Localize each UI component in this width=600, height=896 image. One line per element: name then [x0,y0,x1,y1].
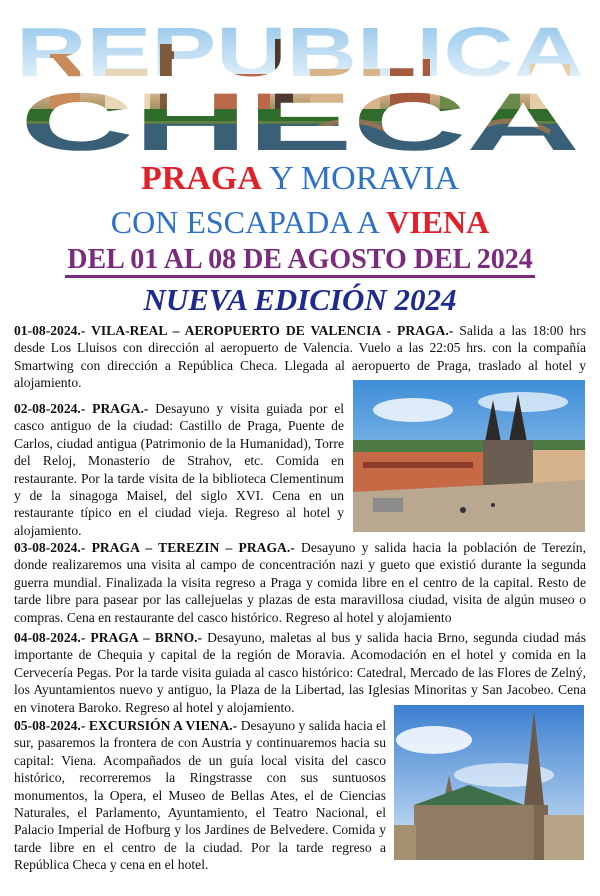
day-2-heading: 02-08-2024.- PRAGA.- [14,401,149,416]
day-4-text: Desayuno, maletas al bus y salida hacia Brno, segunda ciudad más importante de Chequia y capital de la región de Moravia. Acomodación en el hotel y comida en la Cervecería Pegas. Por la tarde visita guiada al casco histórico: Catedral, Mercado de las Flores de Zelný, los Ayuntamientos nuevo y antiguo, la Plaza de la Libertad, las Iglesias Minoritas y San Jacobeo. Cena en vinotera Baroko. Regreso al hotel y alojamiento. [14,630,587,715]
day-4-heading: 04-08-2024.- PRAGA – BRNO.- [14,630,203,645]
subtitle-moravia: Y MORAVIA [269,160,459,197]
day-1-heading: 01-08-2024.- VILA-REAL – AEROPUERTO DE VALENCIA - PRAGA.- [14,323,454,338]
trip-dates [0,244,600,276]
day-1-text: Salida a las 18:00 hrs desde Los Lluisos con dirección al aeropuerto de Valencia. Vuelo a las 22:05 hrs. con la compañía Smartwing con dirección a República Checa. Llegada al aeropuerto de Praga, traslado al hotel y alojamiento. [14,323,586,391]
day-2-text: Desayuno y visita guiada por el casco antiguo de la ciudad: Castillo de Praga, Puente de Carlos, ciudad antigua (Patrimonio de la Humanidad), Torre del Reloj, Monasterio de Strahov, etc. Comida en restaurante. Por la tarde visita de la biblioteca Clementinum y de la sinagoga Maisel, del siglo XVI. Cena en un restaurante típico en el ciudad vieja. Regreso al hotel y alojamiento. [14,401,344,538]
subtitle-viena: VIENA [386,204,490,240]
banner-line1: REPUBLICA [16,14,584,91]
day-2-paragraph [14,400,344,539]
subtitle-praga-moravia [0,160,600,198]
subtitle-escapada [0,204,600,240]
banner-line2: CHECA [20,77,580,154]
prague-square-photo [353,380,585,532]
subtitle-escapada-text: CON ESCAPADA A [110,204,379,240]
vienna-cathedral-photo [394,705,584,860]
title-banner [10,14,590,154]
edition-title: NUEVA EDICIÓN 2024 [143,282,457,317]
day-5-paragraph [14,717,386,874]
day-4-paragraph [14,629,586,716]
day-3-text: Desayuno y salida hacia la población de Terezín, donde realizaremos una visita al campo de concentración nazi y gueto que existió durante la segunda guerra mundial. Finalizada la visita regreso a Praga y comida libre en el centro de la capital. Resto de tarde libre para pasear por las callejuelas y plazas de esta maravillosa ciudad, visita de algún museo o compras. Cena en restaurante del casco histórico. Regreso al hotel y alojamiento [14,540,586,625]
day-5-heading: 05-08-2024.- EXCURSIÓN A VIENA.- [14,718,238,733]
day-3-paragraph [14,539,586,626]
trip-dates-text: DEL 01 AL 08 DE AGOSTO DEL 2024 [65,244,535,278]
day-5-text: Desayuno y salida hacia el sur, pasaremos la frontera de con Austria y continuaremos hacia su capital: Viena. Acompañados de un guía local visita del casco histórico, recorreremos la Ringstrasse con sus suntuosos monumentos, la Opera, el Museo de Bellas Ates, el de Ciencias Naturales, el Parlamento, Ayuntamiento, el Teatro Nacional, el Palacio Imperial de Hofburg y los Jardines de Belvedere. Comida y tarde libre en el centro de la ciudad. Por la tarde regreso a República Checa y cena en el hotel. [14,718,386,873]
day-3-heading: 03-08-2024.- PRAGA – TEREZIN – PRAGA.- [14,540,295,555]
subtitle-praga: PRAGA [141,160,262,197]
